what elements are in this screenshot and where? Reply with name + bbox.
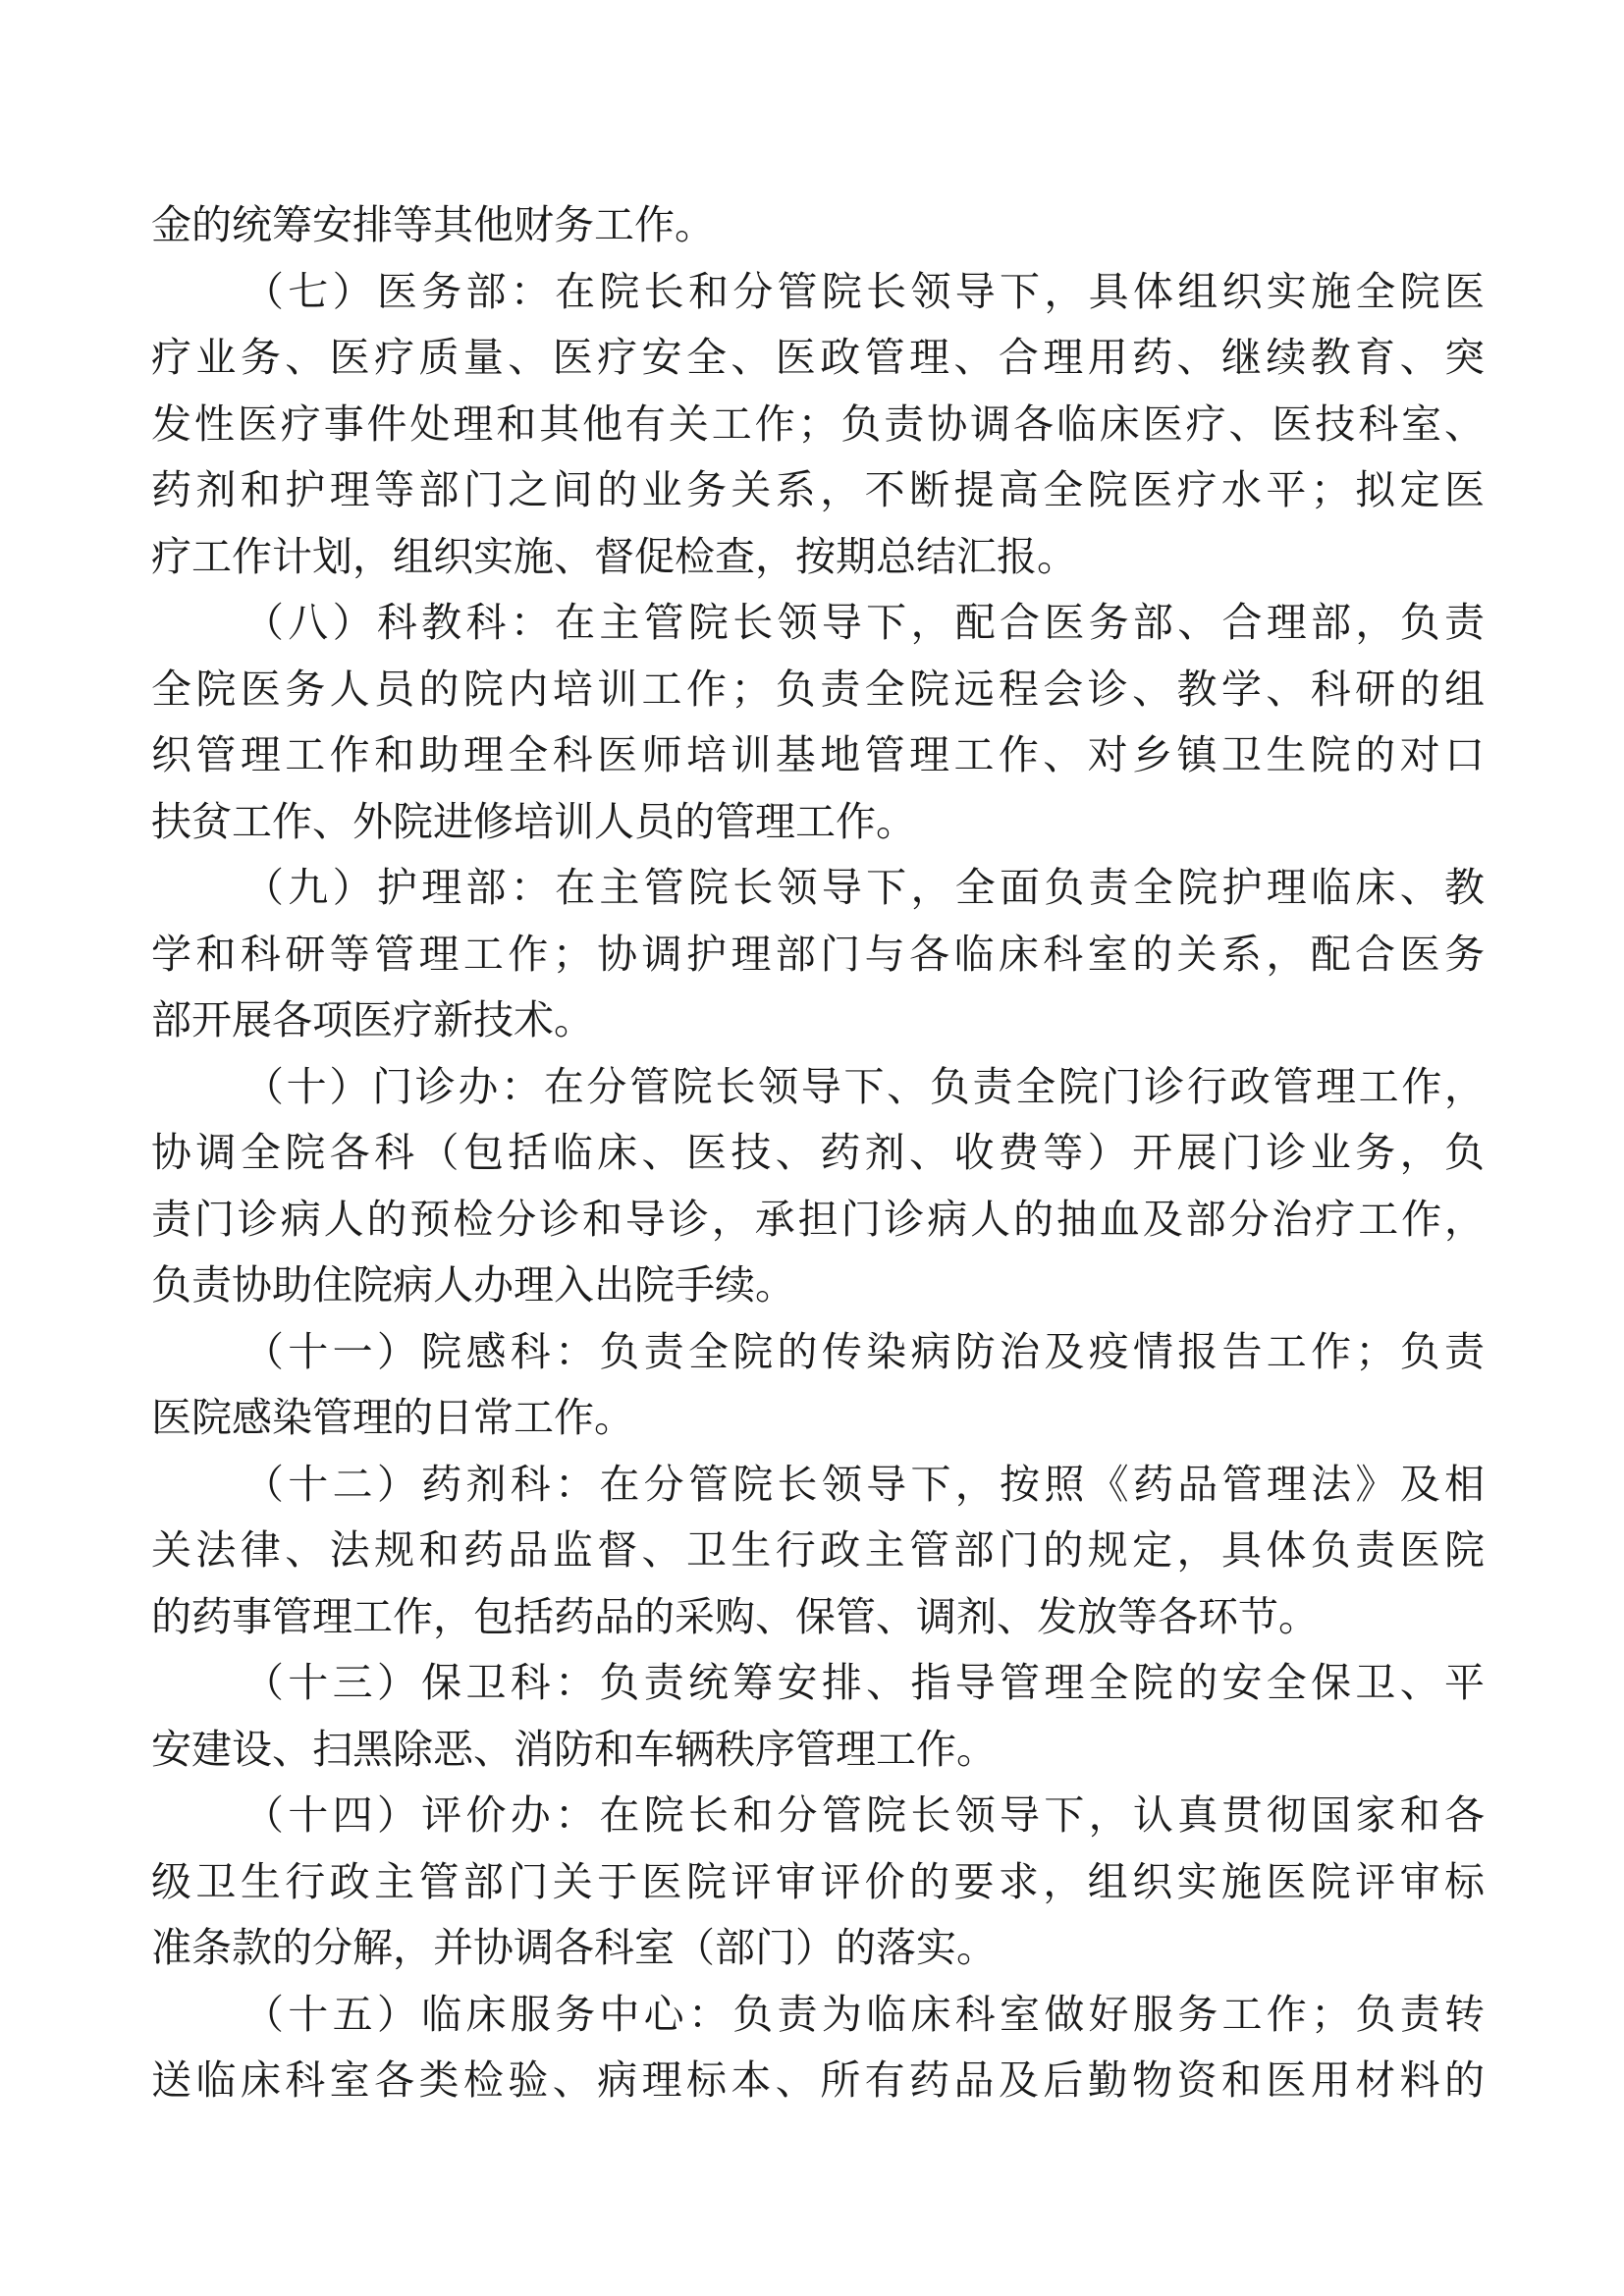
text-line: （十一）院感科：负责全院的传染病防治及疫情报告工作；负责 xyxy=(244,1327,1485,1375)
text-line: （十二）药剂科：在分管院长领导下，按照《药品管理法》及相 xyxy=(244,1460,1485,1508)
text-line: 扶贫工作、外院进修培训人员的管理工作。 xyxy=(151,797,916,845)
text-line: 疗业务、医疗质量、医疗安全、医政管理、合理用药、继续教育、突 xyxy=(151,334,1485,381)
text-line: （十五）临床服务中心：负责为临床科室做好服务工作；负责转 xyxy=(244,1990,1485,2038)
text-line: （十）门诊办：在分管院长领导下、负责全院门诊行政管理工作， xyxy=(244,1062,1485,1110)
text-line: （八）科教科：在主管院长领导下，配合医务部、合理部，负责 xyxy=(244,599,1485,646)
paragraph xyxy=(151,1319,1485,1452)
text-line: 级卫生行政主管部门关于医院评审评价的要求，组织实施医院评审标 xyxy=(151,1857,1485,1905)
text-line: 医院感染管理的日常工作。 xyxy=(151,1394,634,1441)
text-line: 金的统筹安排等其他财务工作。 xyxy=(151,201,715,248)
text-line: 负责协助住院病人办理入出院手续。 xyxy=(151,1261,795,1308)
text-line: 疗工作计划，组织实施、督促检查，按期总结汇报。 xyxy=(151,532,1077,580)
paragraph xyxy=(151,192,1485,259)
text-line: 责门诊病人的预检分诊和导诊，承担门诊病人的抽血及部分治疗工作， xyxy=(151,1195,1485,1243)
document-body xyxy=(151,192,1485,2114)
text-line: （七）医务部：在院长和分管院长领导下，具体组织实施全院医 xyxy=(244,267,1485,315)
paragraph xyxy=(151,1054,1485,1319)
text-line: 学和科研等管理工作；协调护理部门与各临床科室的关系，配合医务 xyxy=(151,930,1485,978)
text-line: 安建设、扫黑除恶、消防和车辆秩序管理工作。 xyxy=(151,1725,997,1773)
text-line: 药剂和护理等部门之间的业务关系，不断提高全院医疗水平；拟定医 xyxy=(151,466,1485,513)
paragraph xyxy=(151,590,1485,855)
text-line: 全院医务人员的院内培训工作；负责全院远程会诊、教学、科研的组 xyxy=(151,665,1485,713)
text-line: 准条款的分解，并协调各科室（部门）的落实。 xyxy=(151,1924,997,1971)
text-line: 的药事管理工作，包括药品的采购、保管、调剂、发放等各环节。 xyxy=(151,1592,1319,1640)
text-line: 发性医疗事件处理和其他有关工作；负责协调各临床医疗、医技科室、 xyxy=(151,400,1485,448)
text-line: 部开展各项医疗新技术。 xyxy=(151,996,594,1043)
text-line: 织管理工作和助理全科医师培训基地管理工作、对乡镇卫生院的对口 xyxy=(151,731,1485,778)
text-line: 关法律、法规和药品监督、卫生行政主管部门的规定，具体负责医院 xyxy=(151,1526,1485,1574)
text-line: （十三）保卫科：负责统筹安排、指导管理全院的安全保卫、平 xyxy=(244,1659,1485,1706)
paragraph xyxy=(151,1982,1485,2114)
paragraph xyxy=(151,855,1485,1054)
paragraph xyxy=(151,1783,1485,1982)
text-line: （十四）评价办：在院长和分管院长领导下，认真贯彻国家和各 xyxy=(244,1791,1485,1839)
paragraph xyxy=(151,259,1485,591)
paragraph xyxy=(151,1452,1485,1651)
text-line: （九）护理部：在主管院长领导下，全面负责全院护理临床、教 xyxy=(244,864,1485,911)
text-line: 协调全院各科（包括临床、医技、药剂、收费等）开展门诊业务，负 xyxy=(151,1129,1485,1176)
text-line: 送临床科室各类检验、病理标本、所有药品及后勤物资和医用材料的 xyxy=(151,2056,1485,2104)
paragraph xyxy=(151,1650,1485,1783)
